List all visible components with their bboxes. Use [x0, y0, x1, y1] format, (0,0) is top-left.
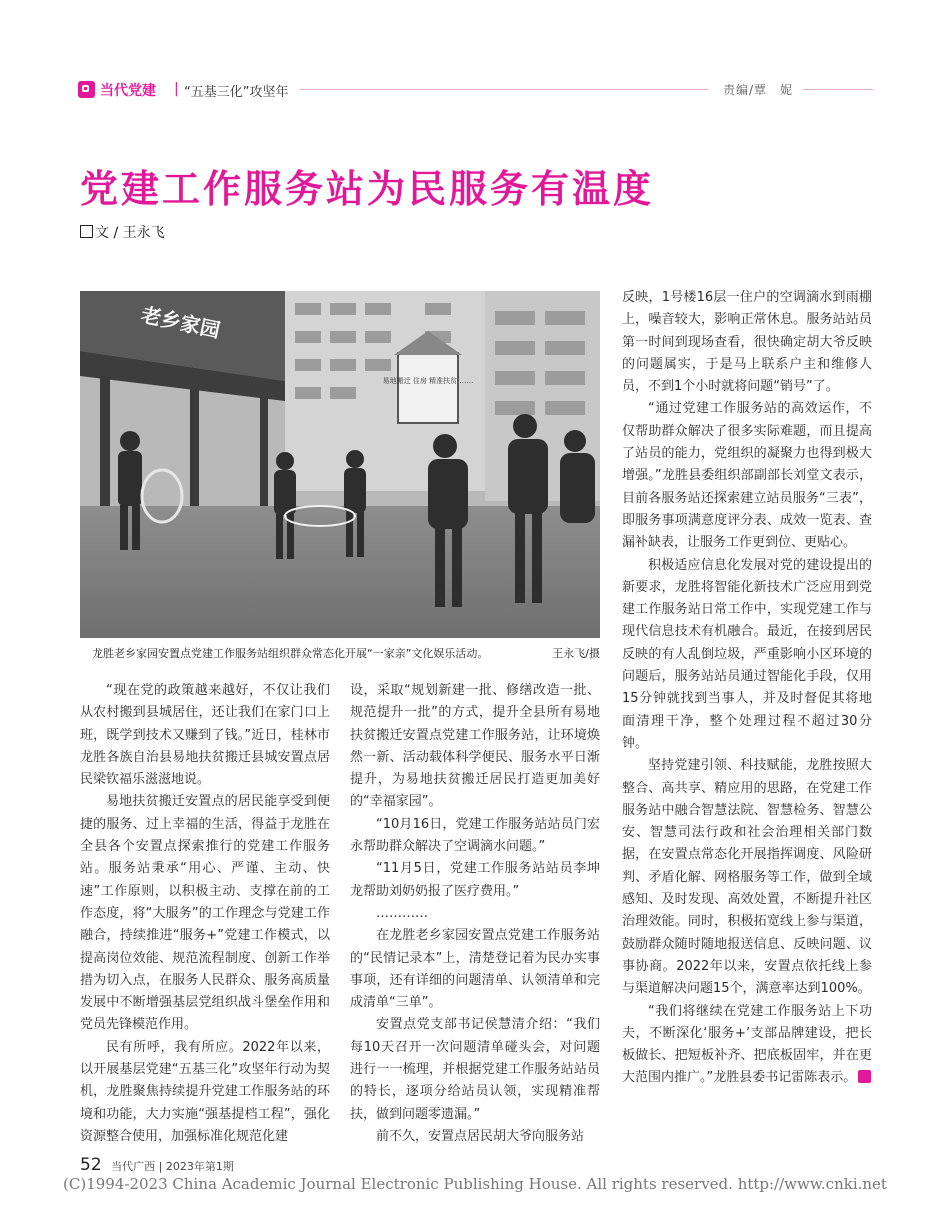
body-column-2: [350, 680, 600, 1148]
paragraph: 设，采取“规划新建一批、修缮改造一批、规范提升一批”的方式，提升全县所有易地扶贫搬迁安置点党建工作服务站，让环境焕然一新、活动载体科学便民、服务水平日渐提升，为易地扶贫搬迁居民打造更加美好的“幸福家园”。: [350, 683, 600, 810]
header-rule-left: [300, 89, 708, 90]
photo-sign-text: 易地搬迁 住房 精准扶贫 ……: [382, 377, 474, 385]
article-end-icon: [858, 1070, 871, 1083]
paragraph: “现在党的政策越来越好，不仅让我们从农村搬到县城居住，还让我们在家门口上班，既学到技术又赚到了钱。”近日，桂林市龙胜各族自治县易地扶贫搬迁县城安置点居民梁钦福乐滋滋地说。: [80, 683, 330, 788]
paragraph: “10月16日，党建工作服务站站员门宏永帮助群众解决了空调滴水问题。”: [350, 816, 600, 855]
paragraph: 积极适应信息化发展对党的建设提出的新要求，龙胜将智能化新技术广泛应用到党建工作服务站日常工作中，实现党建工作与现代信息技术有机融合。最近，在接到居民反映的有人乱倒垃圾，严重影响小区环境的问题后，服务站站员通过智能化手段，仅用15分钟就找到当事人，并及时督促其将地面清理干净，整个处理过程不超过30分钟。: [622, 557, 872, 751]
magazine-logo-icon: [78, 81, 95, 98]
paragraph: 在龙胜老乡家园安置点党建工作服务站的“民情记录本”上，清楚登记着为民办实事事项，还有详细的问题清单、认领清单和完成清单“三单”。: [350, 928, 600, 1011]
photo-illustration: [80, 291, 600, 638]
photo-banner-text: 老乡家园: [138, 302, 223, 343]
caption-text: 龙胜老乡家园安置点党建工作服务站组织群众常态化开展“一家亲”文化娱乐活动。: [92, 647, 489, 660]
column-name: “五基三化”攻坚年: [184, 85, 289, 100]
paragraph: “11月5日，党建工作服务站站员李坤龙帮助刘奶奶报了医疗费用。”: [350, 861, 600, 899]
article-title: 党建工作服务站为民服务有温度: [80, 167, 655, 211]
photo-caption: [92, 645, 600, 661]
paragraph: 反映，1号楼16层一住户的空调滴水到雨棚上，噪音较大，影响正常休息。服务站站员第一时间到现场查看，很快确定胡大爷反映的问题属实，于是马上联系户主和维修人员，不到1个小时就将问题“销号”了。: [622, 290, 872, 395]
page-footer: [80, 1155, 234, 1175]
page-number: 52: [80, 1155, 102, 1175]
header-rule-right: [803, 89, 873, 90]
ellipsis-line: …………: [376, 905, 428, 921]
article-photo: [80, 291, 600, 638]
issue-label: 2023年第1期: [165, 1160, 234, 1173]
copyright-line: (C)1994-2023 China Academic Journal Electronic Publishing House. All rights reserved. http://www.cnki.net: [63, 1175, 887, 1193]
body-column-3: [622, 287, 872, 1090]
byline-box-icon: [80, 225, 93, 238]
header-separator: |: [174, 81, 179, 97]
photo-credit: 王永飞/摄: [552, 647, 600, 660]
final-text: “我们将继续在党建工作服务站上下功夫，不断深化‘服务+’支部品牌建设，把长板做长、把短板补齐、把底板固牢，并在更大范围内推广。”龙胜县委书记雷陈表示。: [622, 1003, 872, 1086]
paragraph: 坚持党建引领、科技赋能，龙胜按照大整合、高共享、精应用的思路，在党建工作服务站中融合智慧法院、智慧检务、智慧公安、智慧司法行政和社会治理相关部门数据，在安置点常态化开展指挥调度、风险研判、矛盾化解、网格服务等工作，做到全域感知、及时发现、高效处置，不断提升社区治理效能。同时，积极拓宽线上参与渠道，鼓励群众随时随地报送信息、反映问题、议事协商。2022年以来，安置点依托线上参与渠道解决问题15个，满意率达到100%。: [622, 758, 872, 997]
paragraph: 易地扶贫搬迁安置点的居民能享受到便捷的服务、过上幸福的生活，得益于龙胜在全县各个安置点探索推行的党建工作服务站。服务站秉承“用心、严谨、主动、快速”工作原则，以积极主动、支撑在前的工作态度，将“大服务”的工作理念与党建工作融合，持续推进“服务+”党建工作模式，以提高岗位效能、规范流程制度、创新工作举措为切入点，在服务人民群众、服务高质量发展中不断增强基层党组织战斗堡垒作用和党员先锋模范作用。: [80, 794, 330, 1033]
journal-name: 当代广西: [111, 1160, 156, 1173]
paragraph: 安置点党支部书记侯慧清介绍：“我们每10天召开一次问题清单碰头会，对问题进行一一梳理，并根据党建工作服务站站员的特长，逐项分给站员认领，实现精准帮扶，做到问题零遗漏。”: [350, 1017, 600, 1122]
byline: [80, 222, 165, 242]
paragraph-final: [622, 1001, 872, 1090]
page-header: [78, 80, 873, 100]
paragraph: “通过党建工作服务站的高效运作，不仅帮助群众解决了很多实际难题，而且提高了站员的能力，党组织的凝聚力也得到极大增强。”龙胜县委组织部副部长刘堂文表示，目前各服务站还探索建立站员服务“三表”，即服务事项满意度评分表、成效一览表、查漏补缺表，让服务工作更到位、更贴心。: [622, 401, 872, 551]
paragraph: 前不久，安置点居民胡大爷向服务站: [376, 1128, 585, 1144]
byline-text: 文 / 王永飞: [95, 225, 165, 241]
footer-separator: |: [158, 1160, 166, 1173]
body-column-1: [80, 680, 330, 1148]
paragraph: 民有所呼，我有所应。2022年以来，以开展基层党建“五基三化”攻坚年行动为契机，龙胜聚焦持续提升党建工作服务站的环境和功能，大力实施“强基提档工程”，强化资源整合使用，加强标准化规范化建: [80, 1039, 330, 1144]
editor-credit: 责编/覃 妮: [723, 83, 794, 97]
section-brand: 当代党建: [100, 83, 156, 99]
